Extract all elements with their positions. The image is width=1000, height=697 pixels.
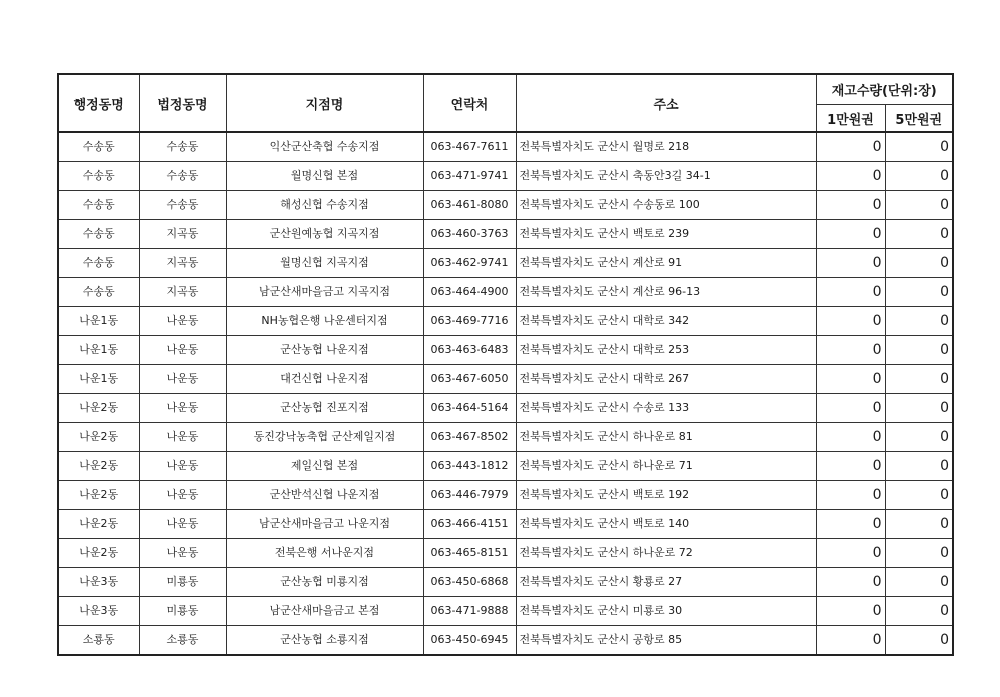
cell-legal-dong: 나운동 — [139, 394, 226, 423]
cell-admin-dong: 수송동 — [58, 278, 139, 307]
cell-admin-dong: 수송동 — [58, 191, 139, 220]
cell-stock-50k: 0 — [885, 481, 953, 510]
cell-contact: 063-471-9888 — [423, 597, 516, 626]
cell-address: 전북특별자치도 군산시 수송로 133 — [516, 394, 816, 423]
cell-contact: 063-463-6483 — [423, 336, 516, 365]
cell-address: 전북특별자치도 군산시 하나운로 72 — [516, 539, 816, 568]
cell-branch: 남군산새마을금고 나운지점 — [226, 510, 423, 539]
cell-admin-dong: 나운2동 — [58, 481, 139, 510]
cell-admin-dong: 나운2동 — [58, 394, 139, 423]
table-row — [58, 336, 953, 365]
cell-branch: 제일신협 본점 — [226, 452, 423, 481]
cell-address: 전북특별자치도 군산시 대학로 342 — [516, 307, 816, 336]
table-row — [58, 307, 953, 336]
cell-stock-10k: 0 — [816, 510, 885, 539]
cell-legal-dong: 나운동 — [139, 336, 226, 365]
cell-admin-dong: 나운3동 — [58, 597, 139, 626]
table-row — [58, 423, 953, 452]
cell-address: 전북특별자치도 군산시 계산로 96-13 — [516, 278, 816, 307]
cell-admin-dong: 수송동 — [58, 132, 139, 162]
cell-address: 전북특별자치도 군산시 대학로 253 — [516, 336, 816, 365]
cell-branch: 군산원예농협 지곡지점 — [226, 220, 423, 249]
cell-legal-dong: 수송동 — [139, 132, 226, 162]
table-row — [58, 162, 953, 191]
cell-stock-50k: 0 — [885, 452, 953, 481]
cell-legal-dong: 나운동 — [139, 423, 226, 452]
cell-stock-10k: 0 — [816, 249, 885, 278]
cell-branch: 전북은행 서나운지점 — [226, 539, 423, 568]
cell-address: 전북특별자치도 군산시 축동안3길 34-1 — [516, 162, 816, 191]
cell-legal-dong: 소룡동 — [139, 626, 226, 656]
cell-stock-10k: 0 — [816, 191, 885, 220]
cell-admin-dong: 나운2동 — [58, 423, 139, 452]
cell-legal-dong: 나운동 — [139, 307, 226, 336]
cell-branch: 군산농협 미룡지점 — [226, 568, 423, 597]
cell-stock-50k: 0 — [885, 132, 953, 162]
cell-contact: 063-469-7716 — [423, 307, 516, 336]
header-contact: 연락처 — [423, 74, 516, 132]
cell-admin-dong: 나운3동 — [58, 568, 139, 597]
cell-legal-dong: 수송동 — [139, 191, 226, 220]
cell-stock-10k: 0 — [816, 423, 885, 452]
cell-contact: 063-465-8151 — [423, 539, 516, 568]
table-row — [58, 481, 953, 510]
cell-admin-dong: 나운1동 — [58, 307, 139, 336]
cell-contact: 063-467-7611 — [423, 132, 516, 162]
cell-admin-dong: 나운2동 — [58, 539, 139, 568]
cell-admin-dong: 나운2동 — [58, 510, 139, 539]
cell-branch: 동진강낙농축협 군산제일지점 — [226, 423, 423, 452]
header-note-50k: 5만원권 — [885, 105, 953, 133]
table-header — [58, 74, 953, 132]
cell-branch: 군산반석신협 나운지점 — [226, 481, 423, 510]
cell-contact: 063-471-9741 — [423, 162, 516, 191]
cell-legal-dong: 지곡동 — [139, 249, 226, 278]
cell-contact: 063-462-9741 — [423, 249, 516, 278]
cell-admin-dong: 나운1동 — [58, 365, 139, 394]
table-row — [58, 132, 953, 162]
header-stock: 재고수량(단위:장) — [816, 74, 953, 105]
cell-legal-dong: 지곡동 — [139, 278, 226, 307]
cell-stock-50k: 0 — [885, 336, 953, 365]
cell-legal-dong: 나운동 — [139, 365, 226, 394]
cell-stock-50k: 0 — [885, 568, 953, 597]
cell-stock-10k: 0 — [816, 336, 885, 365]
cell-stock-50k: 0 — [885, 539, 953, 568]
cell-stock-10k: 0 — [816, 394, 885, 423]
table-row — [58, 539, 953, 568]
cell-contact: 063-464-4900 — [423, 278, 516, 307]
cell-contact: 063-460-3763 — [423, 220, 516, 249]
cell-address: 전북특별자치도 군산시 수송동로 100 — [516, 191, 816, 220]
cell-stock-10k: 0 — [816, 568, 885, 597]
cell-admin-dong: 소룡동 — [58, 626, 139, 656]
cell-legal-dong: 나운동 — [139, 452, 226, 481]
cell-stock-50k: 0 — [885, 220, 953, 249]
cell-branch: 남군산새마을금고 본점 — [226, 597, 423, 626]
header-note-10k: 1만원권 — [816, 105, 885, 133]
table-row — [58, 278, 953, 307]
cell-stock-10k: 0 — [816, 307, 885, 336]
cell-contact: 063-443-1812 — [423, 452, 516, 481]
cell-stock-10k: 0 — [816, 132, 885, 162]
cell-stock-10k: 0 — [816, 481, 885, 510]
cell-branch: 해성신협 수송지점 — [226, 191, 423, 220]
cell-legal-dong: 나운동 — [139, 481, 226, 510]
header-address: 주소 — [516, 74, 816, 132]
cell-admin-dong: 수송동 — [58, 162, 139, 191]
cell-stock-10k: 0 — [816, 220, 885, 249]
header-branch: 지점명 — [226, 74, 423, 132]
document-sheet — [57, 73, 952, 656]
cell-legal-dong: 나운동 — [139, 539, 226, 568]
table-row — [58, 394, 953, 423]
cell-address: 전북특별자치도 군산시 미룡로 30 — [516, 597, 816, 626]
cell-branch: 익산군산축협 수송지점 — [226, 132, 423, 162]
cell-stock-50k: 0 — [885, 510, 953, 539]
cell-contact: 063-450-6945 — [423, 626, 516, 656]
cell-branch: 군산농협 소룡지점 — [226, 626, 423, 656]
cell-address: 전북특별자치도 군산시 공항로 85 — [516, 626, 816, 656]
cell-contact: 063-466-4151 — [423, 510, 516, 539]
cell-stock-50k: 0 — [885, 162, 953, 191]
cell-contact: 063-464-5164 — [423, 394, 516, 423]
cell-stock-10k: 0 — [816, 365, 885, 394]
cell-stock-10k: 0 — [816, 278, 885, 307]
cell-branch: 대건신협 나운지점 — [226, 365, 423, 394]
cell-contact: 063-446-7979 — [423, 481, 516, 510]
cell-stock-10k: 0 — [816, 626, 885, 656]
table-row — [58, 249, 953, 278]
cell-admin-dong: 나운2동 — [58, 452, 139, 481]
cell-stock-50k: 0 — [885, 626, 953, 656]
table-row — [58, 220, 953, 249]
cell-address: 전북특별자치도 군산시 황룡로 27 — [516, 568, 816, 597]
table-row — [58, 452, 953, 481]
cell-address: 전북특별자치도 군산시 백토로 239 — [516, 220, 816, 249]
cell-legal-dong: 나운동 — [139, 510, 226, 539]
cell-legal-dong: 미룡동 — [139, 568, 226, 597]
cell-stock-50k: 0 — [885, 249, 953, 278]
cell-branch: 남군산새마을금고 지곡지점 — [226, 278, 423, 307]
cell-stock-50k: 0 — [885, 191, 953, 220]
cell-contact: 063-467-8502 — [423, 423, 516, 452]
cell-stock-10k: 0 — [816, 452, 885, 481]
header-legal-dong: 법정동명 — [139, 74, 226, 132]
table-row — [58, 626, 953, 656]
cell-admin-dong: 나운1동 — [58, 336, 139, 365]
cell-stock-10k: 0 — [816, 539, 885, 568]
cell-legal-dong: 지곡동 — [139, 220, 226, 249]
cell-address: 전북특별자치도 군산시 대학로 267 — [516, 365, 816, 394]
table-row — [58, 510, 953, 539]
table-row — [58, 365, 953, 394]
table-body — [58, 132, 953, 655]
cell-address: 전북특별자치도 군산시 월명로 218 — [516, 132, 816, 162]
branch-stock-table — [57, 73, 954, 656]
cell-branch: NH농협은행 나운센터지점 — [226, 307, 423, 336]
table-row — [58, 191, 953, 220]
cell-stock-50k: 0 — [885, 278, 953, 307]
cell-branch: 군산농협 진포지점 — [226, 394, 423, 423]
cell-stock-50k: 0 — [885, 597, 953, 626]
cell-address: 전북특별자치도 군산시 하나운로 81 — [516, 423, 816, 452]
cell-branch: 월명신협 본점 — [226, 162, 423, 191]
cell-branch: 군산농협 나운지점 — [226, 336, 423, 365]
cell-stock-10k: 0 — [816, 162, 885, 191]
cell-stock-50k: 0 — [885, 307, 953, 336]
cell-legal-dong: 미룡동 — [139, 597, 226, 626]
cell-contact: 063-461-8080 — [423, 191, 516, 220]
cell-address: 전북특별자치도 군산시 계산로 91 — [516, 249, 816, 278]
cell-admin-dong: 수송동 — [58, 220, 139, 249]
cell-contact: 063-450-6868 — [423, 568, 516, 597]
table-row — [58, 597, 953, 626]
cell-stock-10k: 0 — [816, 597, 885, 626]
table-row — [58, 568, 953, 597]
cell-address: 전북특별자치도 군산시 하나운로 71 — [516, 452, 816, 481]
cell-legal-dong: 수송동 — [139, 162, 226, 191]
cell-stock-50k: 0 — [885, 423, 953, 452]
cell-stock-50k: 0 — [885, 365, 953, 394]
cell-admin-dong: 수송동 — [58, 249, 139, 278]
cell-branch: 월명신협 지곡지점 — [226, 249, 423, 278]
cell-stock-50k: 0 — [885, 394, 953, 423]
cell-contact: 063-467-6050 — [423, 365, 516, 394]
cell-address: 전북특별자치도 군산시 백토로 140 — [516, 510, 816, 539]
header-admin-dong: 행정동명 — [58, 74, 139, 132]
cell-address: 전북특별자치도 군산시 백토로 192 — [516, 481, 816, 510]
